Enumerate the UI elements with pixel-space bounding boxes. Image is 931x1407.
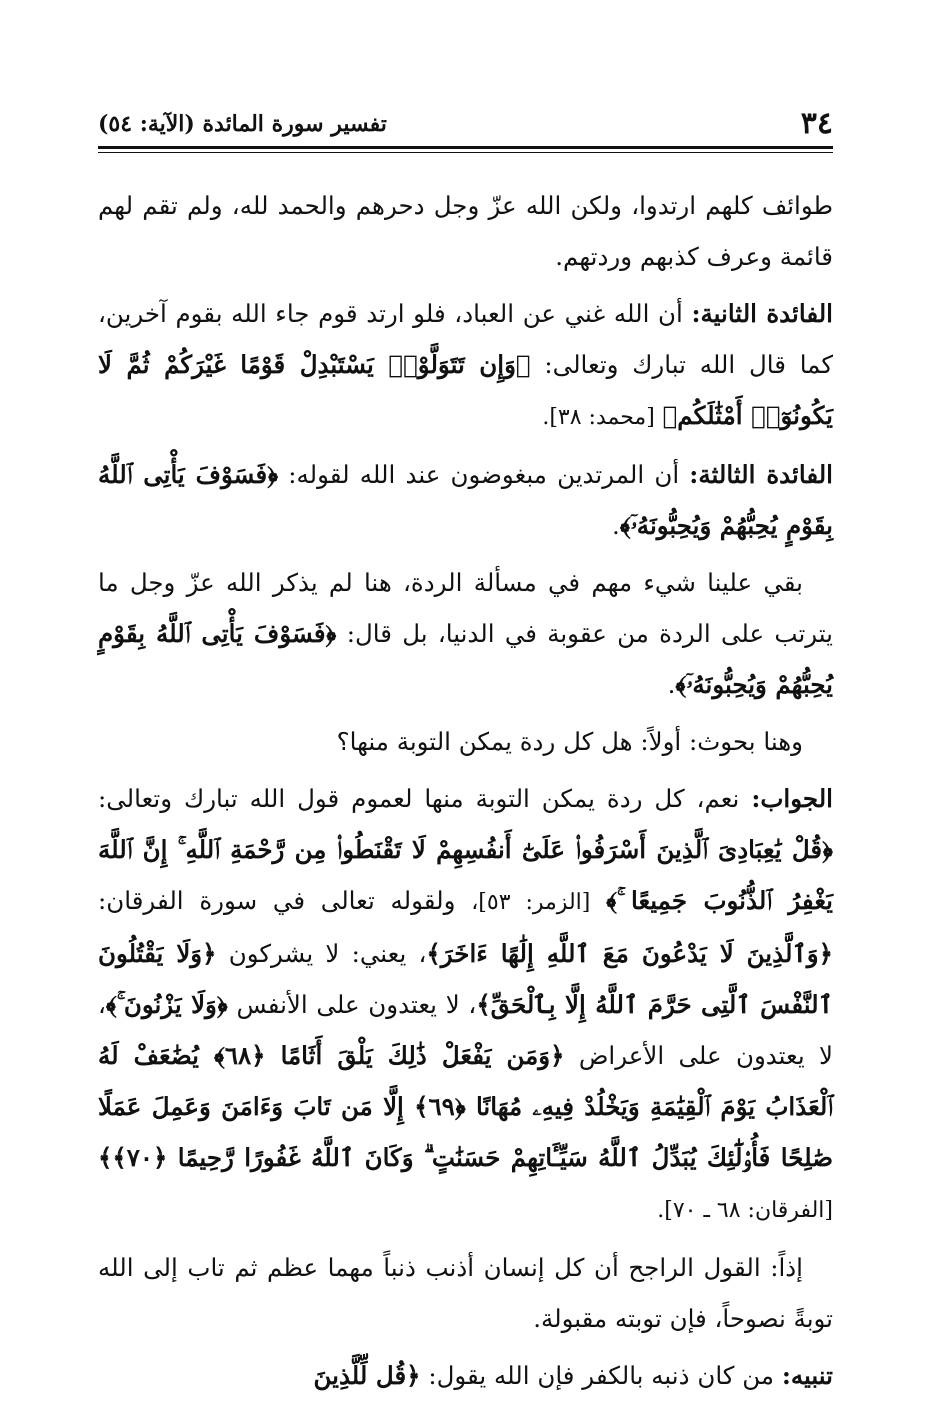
paragraph-lead: تنبيه:: [781, 1361, 833, 1390]
paragraph-lead: الجواب:: [751, 784, 833, 813]
quran-verse-5: ﴿وَمَن يَفْعَلْ ذَٰلِكَ يَلْقَ أَثَامًا ﴿٦٨﴾ يُضَٰعَفْ لَهُ ٱلْعَذَابُ يَوْمَ ٱلْقِيَٰمَةِ وَيَخْلُدْ فِيهِۦ مُهَانًا ﴿٦٩﴾ إِلَّا مَن تَابَ وَءَامَنَ وَعَمِلَ عَمَلًا صَٰلِحًا فَأُو۟لَٰٓئِكَ يُبَدِّلُ ٱللَّهُ سَيِّـَٔاتِهِمْ حَسَنَٰتٍ ۗ وَكَانَ ٱللَّهُ غَفُورًا رَّحِيمًا ﴿٧٠﴾﴾: [98, 1041, 833, 1172]
paragraph-text: وهنا بحوث: أولاً: هل كل ردة يمكن التوبة منها؟: [336, 727, 803, 756]
paragraph-3: [98, 449, 833, 551]
verse-reference: [الزمر: ٥٣]،: [471, 890, 591, 915]
paragraph-8: [98, 1350, 833, 1401]
paragraph-tail: .: [667, 670, 676, 699]
paragraph-lead: الفائدة الثالثة:: [689, 460, 833, 489]
verse-reference-2: [الفرقان: ٦٨ ـ ٧٠].: [657, 1198, 833, 1223]
quran-verse: ﴿قُلْ يَٰعِبَادِىَ ٱلَّذِينَ أَسْرَفُوا۟ عَلَىٰٓ أَنفُسِهِمْ لَا تَقْنَطُوا۟ مِن رَّحْمَةِ ٱللَّهِ ۚ إِنَّ ٱللَّهَ يَغْفِرُ ٱلذُّنُوبَ جَمِيعًا ۚ﴾: [98, 835, 833, 915]
quran-verse: ﴿فَسَوْفَ يَأْتِى ٱللَّهُ بِقَوْمٍ يُحِبُّهُمْ وَيُحِبُّونَهُۥٓ﴾: [98, 619, 833, 699]
page-number: ٣٤: [800, 106, 833, 141]
paragraph-7: [98, 1242, 833, 1344]
paragraph-text-2: ولقوله تعالى في سورة الفرقان:: [98, 886, 456, 915]
paragraph-4: [98, 557, 833, 710]
verse-reference: [محمد: ٣٨].: [542, 405, 655, 430]
paragraph-text: أن الله غني عن العباد، فلو ارتد قوم جاء الله بقوم آخرين، كما قال الله تبارك وتعالى:: [98, 299, 833, 379]
paragraph-text-4: ، لا يعتدون على الأنفس: [236, 990, 477, 1019]
header-rule-thin: [98, 152, 833, 153]
quran-verse-3: ﴿وَلَا يَقْتُلُونَ ٱلنَّفْسَ ٱلَّتِى حَرَّمَ ٱللَّهُ إِلَّا بِٱلْحَقِّ﴾: [98, 939, 833, 1019]
paragraph-text-5: ، لا يعتدون على الأعراض: [98, 990, 833, 1070]
quran-verse: ﴿فَسَوْفَ يَأْتِى ٱللَّهُ بِقَوْمٍ يُحِبُّهُمْ وَيُحِبُّونَهُۥٓ﴾: [98, 460, 833, 540]
quran-verse: ﴿وَإِن تَتَوَلَّوْا۟ يَسْتَبْدِلْ قَوْمًا غَيْرَكُمْ ثُمَّ لَا يَكُونُوٓا۟ أَمْثَٰلَكُم﴾: [98, 350, 833, 430]
paragraph-text: نعم، كل ردة يمكن التوبة منها لعموم قول الله تبارك وتعالى:: [98, 784, 740, 813]
paragraph-2: [98, 288, 833, 443]
paragraph-1: [98, 180, 833, 282]
paragraph-tail: .: [612, 511, 620, 540]
paragraph-text: بقي علينا شيء مهم في مسألة الردة، هنا لم يذكر الله عزّ وجل ما يترتب على الردة من عقوبة في الدنيا، بل قال:: [98, 568, 833, 648]
running-title: تفسير سورة المائدة (الآية: ٥٤): [98, 111, 387, 137]
paragraph-text: من كان ذنبه بالكفر فإن الله يقول:: [428, 1361, 775, 1390]
paragraph-text-3: ، يعني: لا يشركون: [228, 939, 427, 968]
paragraph-text: أن المرتدين مبغوضون عند الله لقوله:: [288, 460, 680, 489]
quran-verse-4: ﴿وَلَا يَزْنُونَ ۚ﴾: [105, 990, 228, 1019]
page-body: [98, 180, 833, 1407]
paragraph-lead: الفائدة الثانية:: [691, 299, 833, 328]
paragraph-5: [98, 716, 833, 767]
quran-verse-2: ﴿وَٱلَّذِينَ لَا يَدْعُونَ مَعَ ٱللَّهِ إِلَٰهًا ءَاخَرَ﴾: [426, 939, 833, 968]
header-rule-thick: [98, 146, 833, 149]
paragraph-text: إذاً: القول الراجح أن كل إنسان أذنب ذنباً مهما عظم ثم تاب إلى الله توبةً نصوحاً، فإن توبته مقبولة.: [98, 1253, 833, 1333]
paragraph-text: طوائف كلهم ارتدوا، ولكن الله عزّ وجل دحرهم والحمد لله، ولم تقم لهم قائمة وعرف كذبهم وردتهم.: [98, 191, 833, 271]
page-header: [98, 104, 833, 144]
quran-verse: ﴿قُل لِّلَّذِينَ: [313, 1361, 421, 1390]
paragraph-6: [98, 773, 833, 1236]
